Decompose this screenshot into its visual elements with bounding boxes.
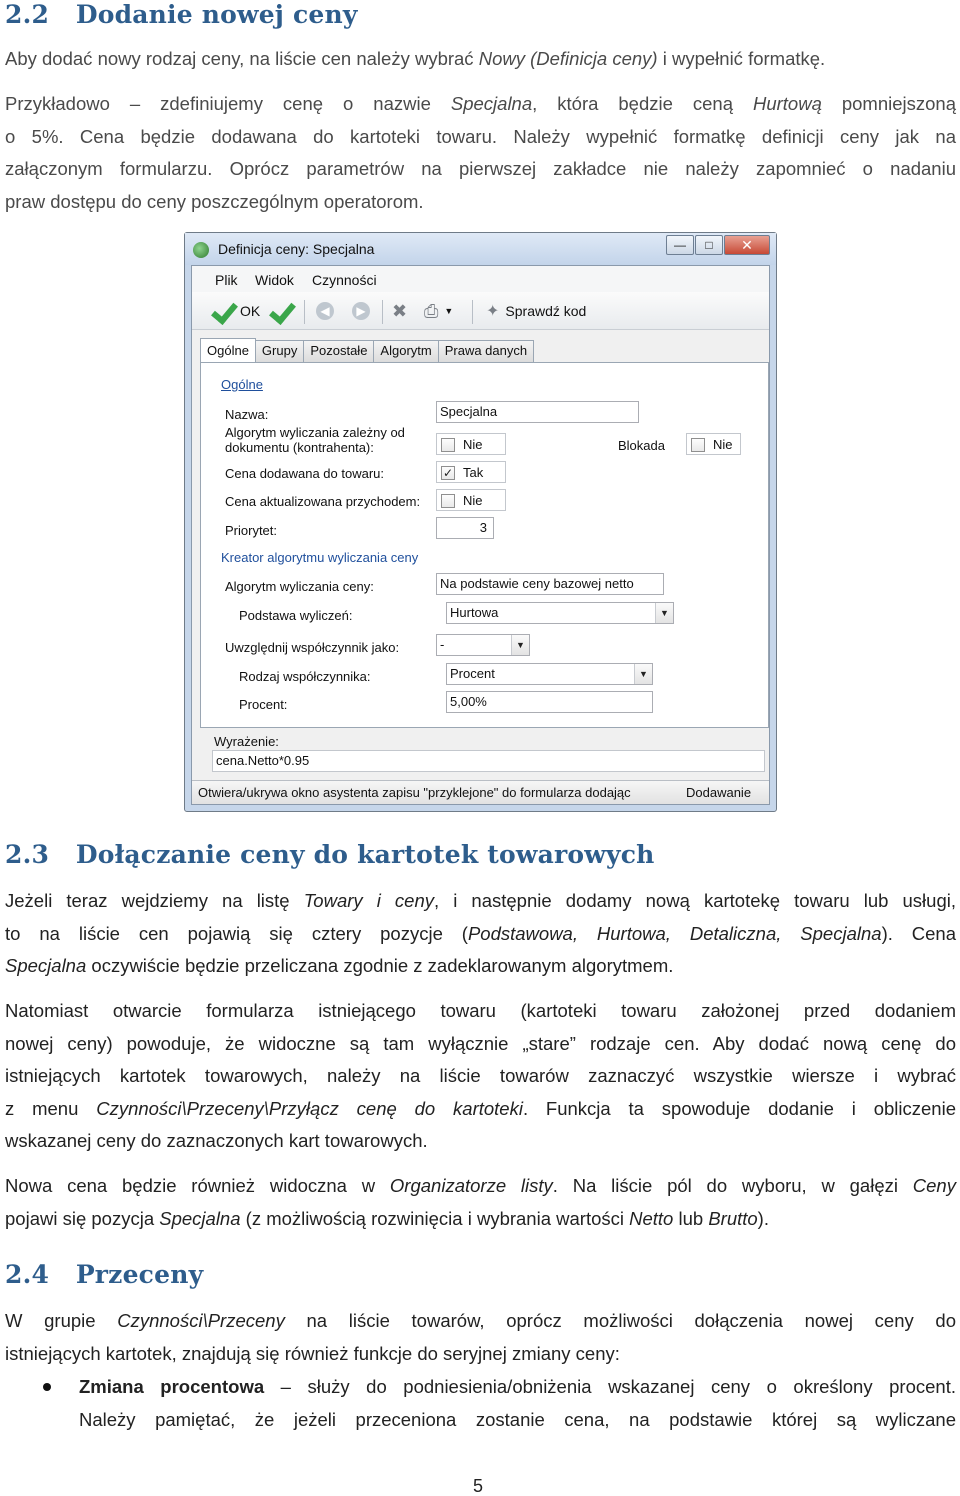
toolbar-separator — [382, 300, 383, 324]
text-italic: Czynności\Przeceny\Przyłącz cenę do kartoteki — [96, 1097, 523, 1119]
updated-checkbox[interactable] — [441, 493, 483, 508]
paragraph-new-card — [5, 885, 956, 983]
text: ). — [757, 1207, 769, 1229]
forward-button[interactable] — [352, 298, 370, 324]
paragraph-intro — [5, 43, 956, 76]
name-label: Nazwa: — [225, 407, 269, 422]
text: lub — [673, 1207, 709, 1229]
bullet-icon — [43, 1383, 51, 1391]
text: oczywiście będzie przeliczana zgodnie z zadeklarowanym algorytmem. — [86, 955, 674, 976]
expression-label: Wyrażenie: — [214, 734, 279, 749]
text: pomniejszoną — [821, 93, 956, 114]
status-hint: Otwiera/ukrywa okno asystenta zapisu "przyklejone" do formularza dodając — [198, 785, 631, 800]
magic-wand-icon: ✦ — [486, 303, 500, 320]
algo-doc-checkbox[interactable] — [441, 437, 483, 452]
line — [5, 88, 956, 121]
window-title: Definicja ceny: Specjalna — [218, 241, 375, 257]
text: Aby dodać nowy rodzaj ceny, na liście cen należy wybrać — [5, 48, 479, 69]
coefficient-type-select[interactable] — [446, 663, 653, 685]
tab-data-rights[interactable]: Prawa danych — [438, 340, 534, 362]
section-title: Dodanie nowej ceny — [75, 0, 358, 29]
line: istniejących kartotek, znajdują się również funkcje do seryjnej zmiany ceny: — [5, 1342, 620, 1364]
check-icon — [270, 299, 294, 323]
text: na liście towarów, oprócz możliwości dołączenia nowej ceny do — [284, 1310, 956, 1331]
line: wskazanej ceny do zaznaczonych kart towarowych. — [5, 1130, 428, 1151]
line — [5, 950, 956, 983]
line: nowej ceny) powoduje, że widoczne są tam wyłącznie „stare” rodzaje cen. Aby dodać nową cenę do — [5, 1032, 956, 1054]
text: . Na liście pól do wyboru, w gałęzi — [552, 1175, 913, 1196]
maximize-icon[interactable]: □ — [695, 235, 723, 255]
menu-file[interactable]: Plik — [215, 272, 238, 288]
arrow-right-icon: ▶ — [352, 302, 370, 320]
status-mode: Dodawanie — [686, 785, 752, 800]
chevron-down-icon[interactable]: ▼ — [655, 603, 673, 623]
tab-general[interactable]: Ogólne — [200, 338, 256, 362]
text: i wypełnić formatkę. — [657, 48, 826, 69]
algorithm-label: Algorytm wyliczania ceny: — [225, 579, 374, 594]
window-controls — [665, 235, 770, 255]
section-number: 2.2 — [5, 0, 50, 29]
bullet-percent-change — [79, 1371, 956, 1436]
tab-algorithm[interactable]: Algorytm — [373, 340, 438, 362]
line: Natomiast otwarcie formularza istniejącego towaru (kartoteki towaru założonej przed dodaniem — [5, 1000, 956, 1021]
toolbar-separator — [472, 300, 473, 324]
checkbox-value: Nie — [463, 493, 483, 508]
text-italic: Organizatorze listy — [389, 1175, 553, 1196]
text: , i następnie dodamy nową kartotekę towaru lub usługi, — [434, 890, 956, 911]
chevron-down-icon[interactable]: ▼ — [511, 635, 529, 655]
paragraph-organizer — [5, 1170, 956, 1235]
check-code-label: Sprawdź kod — [505, 303, 587, 319]
text: . Funkcja ta spowoduje dodanie i obliczenie — [522, 1097, 956, 1119]
section-title: Przeceny — [75, 1260, 204, 1289]
save-continue-button[interactable] — [270, 298, 294, 324]
heading-2-3 — [5, 840, 655, 869]
tools-icon: ✖ — [392, 300, 408, 321]
algorithm-select[interactable] — [436, 573, 664, 595]
menu-view[interactable]: Widok — [255, 272, 294, 288]
line — [5, 1170, 956, 1203]
text-italic: Brutto — [708, 1207, 758, 1229]
expression-input[interactable]: cena.Netto*0.95 — [212, 750, 765, 772]
line — [5, 1203, 956, 1236]
text: ). Cena — [881, 922, 957, 944]
section-number: 2.3 — [5, 840, 50, 869]
app-icon — [193, 242, 209, 258]
algo-doc-label: Algorytm wyliczania zależny od — [225, 425, 405, 440]
print-button[interactable] — [424, 298, 453, 324]
line: o 5%. Cena będzie dodawana do kartoteki towaru. Należy wypełnić formatkę definicji ceny jak na — [5, 125, 956, 147]
tab-strip — [200, 340, 533, 362]
checkbox-value: Tak — [463, 465, 484, 480]
text: Przykładowo – zdefiniujemy cenę o nazwie — [5, 93, 451, 114]
blocked-label: Blokada — [618, 438, 665, 453]
priority-label: Priorytet: — [225, 523, 278, 538]
name-input[interactable]: Specjalna — [436, 401, 639, 423]
text: W grupie — [5, 1310, 118, 1331]
general-tab-panel — [200, 362, 769, 728]
updated-label: Cena aktualizowana przychodem: — [225, 494, 421, 509]
heading-2-4 — [5, 1260, 203, 1289]
price-definition-window — [184, 232, 777, 812]
line: załączonym formularzu. Oprócz parametrów na pierwszej zakładce nie należy zapomnieć o nadaniu — [5, 158, 956, 179]
section-general-link[interactable]: Ogólne — [221, 377, 263, 392]
text-italic: Ceny — [912, 1175, 956, 1196]
ok-button[interactable] — [212, 298, 260, 324]
check-code-button[interactable] — [486, 298, 586, 324]
text-italic: Hurtową — [752, 93, 822, 114]
close-icon[interactable]: ✕ — [724, 235, 770, 255]
text: Jeżeli teraz wejdziemy na listę — [5, 890, 304, 911]
added-label: Cena dodawana do towaru: — [225, 466, 385, 481]
menu-actions[interactable]: Czynności — [312, 272, 377, 288]
paragraph-discounts — [5, 1305, 956, 1370]
term-bold: Zmiana procentowa — [79, 1376, 265, 1397]
blocked-checkbox[interactable] — [691, 437, 733, 452]
priority-input[interactable]: 3 — [436, 517, 494, 539]
tools-button[interactable] — [392, 298, 407, 324]
select-value: Hurtowa — [450, 605, 499, 620]
basis-select[interactable] — [446, 602, 674, 624]
status-bar — [192, 780, 769, 804]
select-value: Na podstawie ceny bazowej netto — [440, 576, 634, 591]
text: to na liście cen pojawią się cztery pozycje ( — [5, 922, 468, 944]
toolbar-separator — [304, 300, 305, 324]
paragraph-existing-cards — [5, 995, 956, 1158]
minimize-icon[interactable]: — — [666, 235, 694, 255]
checkbox-icon — [441, 494, 455, 508]
line — [5, 1305, 956, 1338]
menu-bar — [192, 266, 769, 292]
chevron-down-icon[interactable]: ▼ — [634, 664, 652, 684]
coefficient-as-select[interactable] — [436, 634, 530, 656]
line — [79, 1371, 956, 1404]
line: praw dostępu do ceny poszczególnym operatorom. — [5, 190, 424, 212]
text-italic: Podstawowa, Hurtowa, Detaliczna, Specjalna — [467, 922, 882, 944]
printer-icon: ⎙ — [424, 300, 439, 321]
ok-label: OK — [240, 303, 261, 319]
percent-label: Procent: — [239, 697, 288, 712]
text-italic: Specjalna — [5, 955, 87, 976]
text-italic: Netto — [629, 1207, 674, 1229]
basis-label: Podstawa wyliczeń: — [239, 608, 353, 623]
select-value: - — [440, 637, 445, 652]
tab-other[interactable]: Pozostałe — [303, 340, 374, 362]
paragraph-example — [5, 88, 956, 218]
text-italic: Specjalna — [450, 93, 533, 114]
section-title: Dołączanie ceny do kartotek towarowych — [75, 840, 655, 869]
section-number: 2.4 — [5, 1260, 50, 1289]
section-wizard-link[interactable]: Kreator algorytmu wyliczania ceny — [221, 550, 419, 565]
checkbox-value: Nie — [713, 437, 733, 452]
percent-input[interactable]: 5,00% — [446, 691, 653, 713]
line: istniejących kartotek towarowych, należy na liście towarów zaznaczyć wszystkie wiersze i wybrać — [5, 1065, 956, 1086]
line — [5, 918, 956, 951]
text: z menu — [5, 1097, 97, 1119]
text: Nowa cena będzie również widoczna w — [5, 1175, 390, 1196]
checkmark-icon: ✓ — [442, 465, 454, 480]
tab-groups[interactable]: Grupy — [255, 340, 304, 362]
text-italic: Nowy (Definicja ceny) — [478, 48, 658, 69]
check-icon — [212, 299, 236, 323]
select-value: Procent — [450, 666, 495, 681]
chevron-down-icon: ▼ — [444, 306, 454, 316]
text-italic: Czynności\Przeceny — [117, 1310, 285, 1331]
toolbar — [192, 292, 769, 330]
text-italic: Specjalna — [159, 1207, 241, 1229]
checkbox-icon — [691, 438, 705, 452]
window-content — [191, 265, 770, 805]
coefficient-as-label: Uwzględnij współczynnik jako: — [225, 640, 400, 655]
algo-doc-label-2: dokumentu (kontrahenta): — [225, 440, 374, 455]
heading-2-2 — [5, 0, 358, 29]
added-checkbox[interactable] — [441, 465, 483, 480]
window-titlebar — [185, 233, 776, 265]
text: – służy do podniesienia/obniżenia wskazanej ceny o określony procent. — [264, 1376, 956, 1397]
text: , która będzie ceną — [532, 93, 753, 114]
text: (z możliwością rozwinięcia i wybrania wartości — [240, 1207, 630, 1229]
coefficient-type-label: Rodzaj współczynnika: — [239, 669, 371, 684]
line — [5, 885, 956, 918]
arrow-left-icon: ◀ — [316, 302, 334, 320]
page-number: 5 — [473, 1476, 484, 1496]
checkbox-value: Nie — [463, 437, 483, 452]
line — [5, 1093, 956, 1126]
checkbox-icon — [441, 438, 455, 452]
line: Należy pamiętać, że jeżeli przeceniona zostanie cena, na podstawie której są wyliczane — [79, 1408, 956, 1430]
back-button[interactable] — [316, 298, 334, 324]
text: pojawi się pozycja — [5, 1207, 160, 1229]
text-italic: Towary i ceny — [303, 890, 434, 911]
